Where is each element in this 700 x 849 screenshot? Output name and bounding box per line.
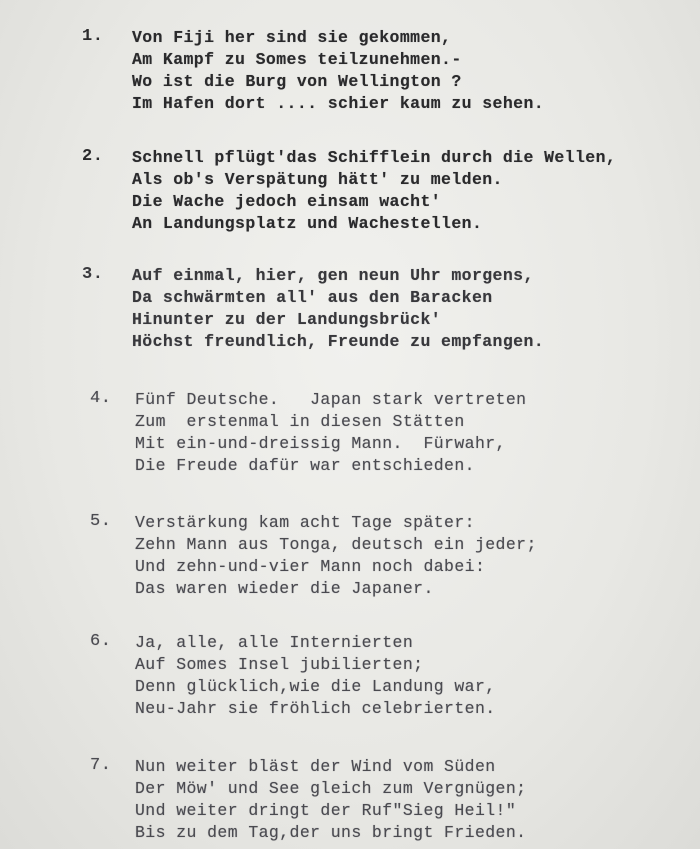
stanza-number: 2. [82, 147, 104, 166]
verse-line: Verstärkung kam acht Tage später: [135, 513, 475, 532]
stanza-lines [135, 632, 700, 720]
verse-line: Am Kampf zu Somes teilzunehmen.- [132, 50, 462, 69]
stanza-lines [135, 389, 700, 477]
stanza-lines [132, 27, 697, 115]
stanza-number: 3. [82, 265, 104, 284]
verse-line: Zehn Mann aus Tonga, deutsch ein jeder; [135, 535, 537, 554]
stanza-number: 1. [82, 27, 104, 46]
verse-line: Fünf Deutsche. Japan stark vertreten [135, 390, 527, 409]
verse-line: Höchst freundlich, Freunde zu empfangen. [132, 332, 545, 351]
stanza-lines [132, 265, 697, 353]
verse-line: Auf Somes Insel jubilierten; [135, 655, 424, 674]
verse-line: Schnell pflügt'das Schifflein durch die Wellen, [132, 148, 617, 167]
verse-line: Da schwärmten all' aus den Baracken [132, 288, 493, 307]
stanza-number: 6. [90, 632, 112, 651]
stanza-number: 5. [90, 512, 112, 531]
verse-line: Wo ist die Burg von Wellington ? [132, 72, 462, 91]
stanza-lines [135, 512, 700, 600]
verse-line: Als ob's Verspätung hätt' zu melden. [132, 170, 503, 189]
verse-line: Hinunter zu der Landungsbrück' [132, 310, 442, 329]
verse-line: Im Hafen dort .... schier kaum zu sehen. [132, 94, 545, 113]
verse-line: Ja, alle, alle Internierten [135, 633, 414, 652]
verse-line: Zum erstenmal in diesen Stätten [135, 412, 465, 431]
verse-line: Das waren wieder die Japaner. [135, 579, 434, 598]
verse-line: Mit ein-und-dreissig Mann. Fürwahr, [135, 434, 506, 453]
verse-line: Denn glücklich,wie die Landung war, [135, 677, 496, 696]
verse-line: Und zehn-und-vier Mann noch dabei: [135, 557, 486, 576]
verse-line: Von Fiji her sind sie gekommen, [132, 28, 452, 47]
verse-line: An Landungsplatz und Wachestellen. [132, 214, 483, 233]
verse-line: Und weiter dringt der Ruf"Sieg Heil!" [135, 801, 517, 820]
verse-line: Der Möw' und See gleich zum Vergnügen; [135, 779, 527, 798]
stanza-number: 7. [90, 756, 112, 775]
verse-line: Auf einmal, hier, gen neun Uhr morgens, [132, 266, 534, 285]
verse-line: Nun weiter bläst der Wind vom Süden [135, 757, 496, 776]
stanza-lines [135, 756, 700, 844]
verse-line: Die Wache jedoch einsam wacht' [132, 192, 442, 211]
verse-line: Neu-Jahr sie fröhlich celebrierten. [135, 699, 496, 718]
stanza-number: 4. [90, 389, 112, 408]
verse-line: Die Freude dafür war entschieden. [135, 456, 475, 475]
verse-line: Bis zu dem Tag,der uns bringt Frieden. [135, 823, 527, 842]
stanza-lines [132, 147, 697, 235]
